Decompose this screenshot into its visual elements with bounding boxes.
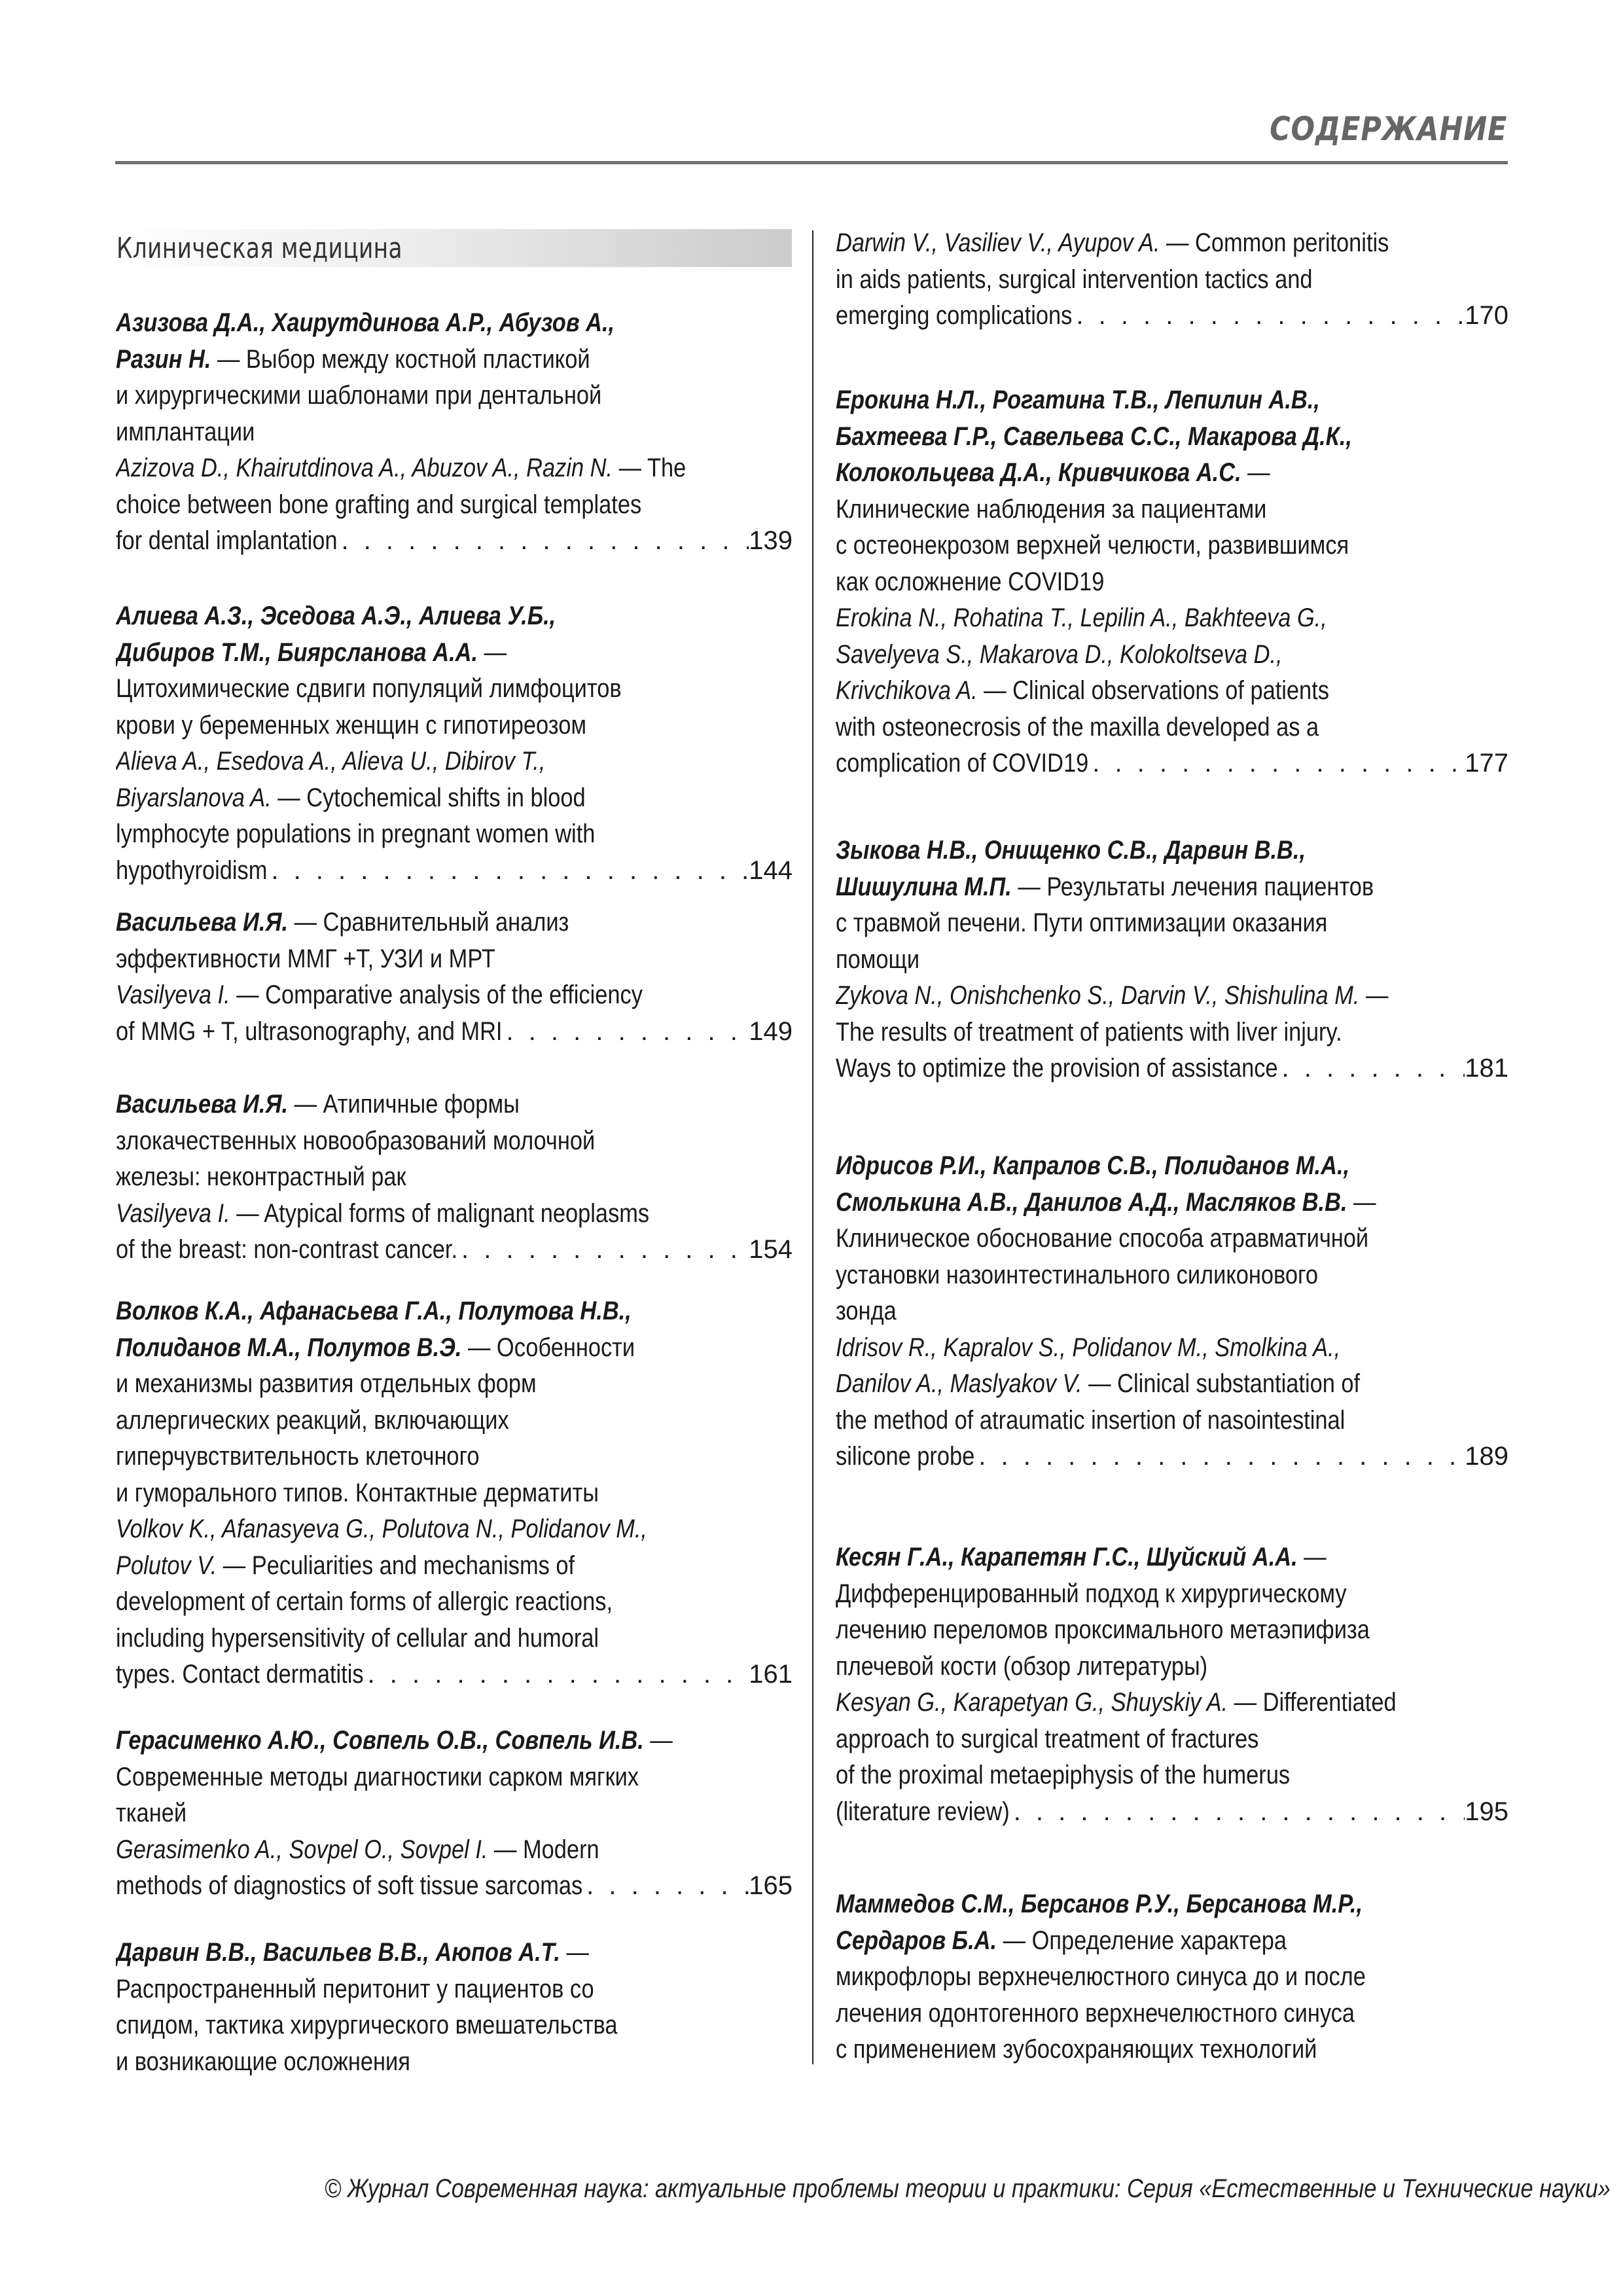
toc-entry-line	[116, 780, 793, 817]
entry-title-text: — Атипичные формы	[288, 1090, 520, 1119]
entry-title-text: — Clinical substantiation of	[1082, 1369, 1361, 1398]
toc-leader-line	[836, 298, 1508, 334]
toc-entry-line	[116, 1511, 793, 1548]
entry-title-text: как осложнение COVID19	[836, 567, 1105, 596]
entry-title-text: и возникающие осложнения	[116, 2047, 410, 2076]
authors-english: Savelyeva S., Makarova D., Kolokoltseva D.,	[836, 639, 1283, 669]
toc-entry[interactable]	[836, 1539, 1508, 1830]
toc-entry-line	[116, 1723, 793, 1759]
toc-entry-line	[116, 1366, 793, 1403]
authors-russian: Маммедов С.М., Берсанов Р.У., Берсанова М.Р.,	[836, 1890, 1363, 1918]
entry-title-text: и механизмы развития отдельных форм	[116, 1369, 537, 1398]
entry-title-text: Распространенный перитонит у пациентов со	[116, 1974, 594, 2003]
entry-title-text: тканей	[116, 1799, 187, 1827]
entry-title-text: —	[643, 1726, 673, 1755]
entry-title-text: — Comparative analysis of the efficiency	[230, 980, 643, 1009]
page-number[interactable]: 165	[749, 1871, 793, 1900]
entry-title-text: silicone probe	[836, 1442, 975, 1471]
entry-title-text: эффективности ММГ +Т, УЗИ и МРТ	[116, 944, 495, 973]
authors-russian: Кесян Г.А., Карапетян Г.С., Шуйский А.А.	[836, 1543, 1298, 1571]
page-number[interactable]: 195	[1465, 1797, 1508, 1826]
toc-entry-line	[116, 1584, 793, 1621]
authors-russian: Волков К.А., Афанасьева Г.А., Полутова Н.В.,	[116, 1297, 632, 1325]
authors-english: Zykova N., Onishchenko S., Darvin V., Shishulina M.	[836, 981, 1360, 1010]
toc-entry-line	[116, 1475, 793, 1512]
authors-english: Vasilyeva I.	[116, 980, 230, 1009]
toc-entry-line	[836, 1996, 1508, 2032]
authors-russian: Бахтеева Г.Р., Савельева С.С., Макарова Д.К.,	[836, 422, 1352, 451]
entry-title-text: — Определение характера	[997, 1926, 1287, 1955]
page-number[interactable]: 181	[1465, 1054, 1508, 1083]
authors-russian: Смолькина А.В., Данилов А.Д., Масляков В.В.	[836, 1187, 1347, 1217]
entry-title-text: микрофлоры верхнечелюстного синуса до и после	[836, 1962, 1366, 1991]
authors-english: Danilov A., Maslyakov V.	[836, 1369, 1082, 1398]
toc-entry-line	[116, 414, 793, 451]
page-number[interactable]: 139	[749, 526, 793, 555]
entry-title-text: including hypersensitivity of cellular and humoral	[116, 1623, 599, 1653]
toc-entry-line	[116, 1548, 793, 1585]
dot-leader	[502, 1014, 749, 1050]
toc-leader-line	[836, 745, 1508, 782]
page-number[interactable]: 170	[1465, 301, 1508, 330]
toc-entry-line	[116, 941, 793, 978]
entry-title-text: methods of diagnostics of soft tissue sarcomas	[116, 1871, 583, 1900]
dot-leader	[1072, 298, 1465, 334]
toc-entry-line	[116, 1196, 793, 1232]
entry-title-text: имплантации	[116, 417, 255, 446]
entry-title-text: —	[1347, 1187, 1376, 1217]
authors-english: Idrisov R., Kapralov S., Polidanov M., Smolkina A.,	[836, 1333, 1341, 1362]
entry-title-text: и гуморального типов. Контактные дерматиты	[116, 1478, 599, 1507]
toc-entry[interactable]	[116, 598, 793, 889]
section-title: Клиническая медицина	[116, 232, 402, 265]
entry-title-text: крови у беременных женщин с гипотиреозом	[116, 710, 586, 740]
entry-title-text: of the breast: non-contrast cancer.	[116, 1235, 458, 1264]
entry-title-text: —	[1297, 1543, 1327, 1571]
toc-entry-line	[116, 671, 793, 708]
entry-title-text: Клинические наблюдения за пациентами	[836, 494, 1267, 524]
toc-entry-line	[836, 455, 1508, 492]
toc-entry-line	[836, 1721, 1508, 1758]
toc-entry[interactable]	[116, 1935, 793, 2080]
authors-russian: Азизова Д.А., Хаирутдинова А.Р., Абузов А.,	[116, 308, 615, 337]
toc-entry-line	[836, 637, 1508, 673]
entry-title-text: Клиническое обоснование способа атравматичной	[836, 1224, 1369, 1253]
authors-russian: Васильева И.Я.	[116, 1090, 289, 1119]
toc-entry-line	[116, 635, 793, 672]
toc-entry-line	[836, 1612, 1508, 1649]
toc-entry-line	[116, 1759, 793, 1796]
entry-title-text: помощи	[836, 944, 920, 974]
toc-entry[interactable]	[836, 382, 1508, 782]
authors-english: Vasilyeva I.	[116, 1198, 230, 1228]
toc-entry[interactable]	[836, 1886, 1508, 2068]
toc-entry-line	[116, 708, 793, 744]
toc-entry-line	[116, 1123, 793, 1160]
toc-entry-line	[836, 564, 1508, 601]
toc-entry[interactable]	[836, 225, 1508, 334]
toc-entry-line	[836, 1685, 1508, 1721]
toc-entry-line	[836, 1959, 1508, 1996]
toc-entry-line	[116, 1159, 793, 1196]
entry-title-text: Дифференцированный подход к хирургическому	[836, 1579, 1347, 1608]
entry-title-text: с травмой печени. Пути оптимизации оказания	[836, 908, 1328, 937]
toc-entry[interactable]	[116, 1723, 793, 1905]
page-number[interactable]: 189	[1465, 1442, 1508, 1471]
entry-title-text: choice between bone grafting and surgical templates	[116, 490, 642, 519]
authors-russian: Дибиров Т.М., Биярсланова А.А.	[116, 637, 478, 667]
toc-entry-line	[836, 1293, 1508, 1330]
toc-leader-line	[836, 1050, 1508, 1087]
toc-entry-line	[116, 598, 793, 635]
authors-english: Polutov V.	[116, 1551, 217, 1580]
toc-entry-line	[116, 305, 793, 342]
entry-title-text: злокачественных новообразований молочной	[116, 1126, 596, 1155]
entry-title-text: lymphocyte populations in pregnant women with	[116, 819, 596, 848]
authors-russian: Полиданов М.А., Полутов В.Э.	[116, 1333, 462, 1362]
entry-title-text: зонда	[836, 1297, 897, 1325]
entry-title-text: — Common peritonitis	[1160, 228, 1389, 257]
page-number[interactable]: 154	[749, 1235, 793, 1264]
page-number[interactable]: 161	[749, 1660, 793, 1689]
authors-russian: Разин Н.	[116, 344, 211, 374]
entry-title-text: types. Contact dermatitis	[116, 1660, 364, 1689]
toc-entry-line	[116, 977, 793, 1014]
authors-russian: Шишулина М.П.	[836, 872, 1012, 901]
toc-entry-line	[116, 905, 793, 941]
authors-english: Kesyan G., Karapetyan G., Shuyskiy A.	[836, 1688, 1228, 1717]
authors-english: Krivchikova A.	[836, 676, 978, 705]
toc-entry[interactable]	[116, 1293, 793, 1693]
entry-title-text: of the proximal metaepiphysis of the humerus	[836, 1761, 1291, 1789]
dot-leader	[1088, 745, 1465, 782]
entry-title-text: the method of atraumatic insertion of nasointestinal	[836, 1405, 1346, 1435]
entry-title-text: in aids patients, surgical intervention tactics and	[836, 264, 1313, 294]
toc-entry-line	[836, 1366, 1508, 1403]
authors-english: Biyarslanova A.	[116, 783, 272, 812]
toc-entry-line	[836, 225, 1508, 262]
entry-title-text: complication of COVID19	[836, 749, 1089, 778]
toc-entry-line	[116, 744, 793, 780]
toc-entry-line	[836, 978, 1508, 1014]
toc-entry-line	[116, 1439, 793, 1475]
toc-entry[interactable]	[116, 305, 793, 560]
toc-entry-line	[836, 1886, 1508, 1923]
entry-title-text: установки назоинтестинального силиконового	[836, 1260, 1318, 1289]
toc-entry-line	[836, 905, 1508, 942]
toc-entry-line	[836, 869, 1508, 906]
toc-entry-line	[836, 1539, 1508, 1576]
toc-entry-line	[116, 1330, 793, 1367]
dot-leader	[1278, 1050, 1465, 1087]
toc-entry-line	[116, 450, 793, 487]
entry-title-text: плечевой кости (обзор литературы)	[836, 1651, 1208, 1681]
toc-leader-line	[116, 853, 793, 889]
dot-leader	[364, 1657, 749, 1693]
toc-leader-line	[116, 1657, 793, 1693]
authors-english: Azizova D., Khairutdinova A., Abuzov A., Razin N.	[116, 454, 613, 482]
toc-entry-line	[836, 709, 1508, 746]
toc-entry-line	[116, 816, 793, 853]
authors-russian: Колокольцева Д.А., Кривчикова А.С.	[836, 458, 1241, 487]
entry-title-text: с остеонекрозом верхней челюсти, развившимся	[836, 531, 1349, 560]
toc-entry-line	[836, 1221, 1508, 1257]
authors-english: Gerasimenko A., Sovpel O., Sovpel I.	[116, 1835, 488, 1864]
toc-entry[interactable]	[836, 833, 1508, 1087]
entry-title-text: approach to surgical treatment of fractures	[836, 1724, 1259, 1753]
dot-leader	[974, 1439, 1465, 1475]
entry-title-text: с применением зубосохраняющих технологий	[836, 2035, 1317, 2064]
toc-entry-line	[836, 942, 1508, 978]
toc-entry-line	[836, 1257, 1508, 1294]
toc-entry-line	[116, 2007, 793, 2044]
page-number[interactable]: 144	[749, 855, 793, 885]
entry-title-text: — Atypical forms of malignant neoplasms	[230, 1198, 650, 1228]
entry-title-text: спидом, тактика хирургического вмешательства	[116, 2011, 618, 2039]
dot-leader	[267, 853, 749, 889]
authors-english: Alieva A., Esedova A., Alieva U., Dibirov T.,	[116, 747, 546, 776]
entry-title-text: —	[1359, 981, 1389, 1010]
toc-entry-line	[116, 1293, 793, 1330]
entry-title-text: Ways to optimize the provision of assistance	[836, 1054, 1278, 1083]
toc-entry-line	[116, 1403, 793, 1439]
toc-entry-line	[836, 262, 1508, 298]
column-divider	[812, 230, 813, 2064]
entry-title-text: и хирургическими шаблонами при дентальной	[116, 381, 602, 410]
dot-leader	[337, 523, 749, 560]
entry-title-text: with osteonecrosis of the maxilla developed as a	[836, 712, 1319, 742]
entry-title-text: hypothyroidism	[116, 855, 268, 885]
toc-entry-line	[116, 2044, 793, 2081]
authors-russian: Ерокина Н.Л., Рогатина Т.В., Лепилин А.В.,	[836, 386, 1320, 414]
header-rule	[115, 161, 1508, 164]
dot-leader	[1010, 1794, 1465, 1831]
toc-entry-line	[116, 1621, 793, 1657]
toc-leader-line	[836, 1794, 1508, 1831]
footer-copyright	[115, 2174, 1611, 2204]
entry-title-text: лечения одонтогенного верхнечелюстного синуса	[836, 1998, 1355, 2028]
entry-title-text: — Особенности	[461, 1333, 635, 1362]
toc-entry-line	[836, 600, 1508, 637]
authors-russian: Зыкова Н.В., Онищенко С.В., Дарвин В.В.,	[836, 836, 1306, 865]
toc-entry-line	[836, 528, 1508, 564]
toc-entry-line	[116, 1935, 793, 1971]
entry-title-text: железы: неконтрастный рак	[116, 1162, 406, 1191]
running-title: СОДЕРЖАНИЕ	[1269, 110, 1507, 148]
toc-leader-line	[116, 1232, 793, 1268]
entry-title-text: — Modern	[488, 1835, 599, 1864]
toc-entry-line	[836, 1148, 1508, 1185]
toc-entry-line	[836, 1403, 1508, 1439]
toc-entry-line	[836, 492, 1508, 528]
dot-leader	[582, 1868, 749, 1905]
toc-entry-line	[836, 1014, 1508, 1051]
toc-entry-line	[836, 673, 1508, 709]
entry-title-text: — Cytochemical shifts in blood	[271, 783, 586, 812]
entry-title-text: emerging complications	[836, 301, 1073, 330]
toc-entry-line	[116, 1795, 793, 1832]
toc-entry-line	[836, 1923, 1508, 1960]
toc-entry-line	[836, 1330, 1508, 1367]
authors-russian: Васильева И.Я.	[116, 908, 289, 937]
entry-title-text: гиперчувствительность клеточного	[116, 1442, 480, 1471]
toc-entry-line	[836, 2032, 1508, 2068]
footer-text: © Журнал Современная наука: актуальные проблемы теории и практики: Серия «Естественные и Технические науки»	[324, 2174, 1611, 2203]
toc-entry-line	[836, 1185, 1508, 1221]
toc-leader-line	[116, 1868, 793, 1905]
authors-russian: Герасименко А.Ю., Совпель О.В., Совпель И.В.	[116, 1726, 644, 1755]
toc-entry-line	[836, 1649, 1508, 1685]
entry-title-text: — Выбор между костной пластикой	[211, 344, 590, 374]
entry-title-text: аллергических реакций, включающих	[116, 1405, 509, 1435]
entry-title-text: (literature review)	[836, 1797, 1010, 1826]
toc-entry[interactable]	[116, 905, 793, 1050]
toc-entry-line	[116, 378, 793, 414]
entry-title-text: — Результаты лечения пациентов	[1011, 872, 1374, 901]
entry-title-text: Современные методы диагностики сарком мягких	[116, 1762, 639, 1791]
toc-entry[interactable]	[836, 1148, 1508, 1475]
entry-title-text: development of certain forms of allergic reactions,	[116, 1587, 613, 1616]
page-number[interactable]: 149	[749, 1016, 793, 1046]
entry-title-text: for dental implantation	[116, 526, 338, 555]
authors-russian: Сердаров Б.А.	[836, 1926, 997, 1955]
authors-russian: Идрисов Р.И., Капралов С.В., Полиданов М.А.,	[836, 1151, 1350, 1180]
toc-leader-line	[116, 1014, 793, 1050]
authors-russian: Алиева А.З., Эседова А.Э., Алиева У.Б.,	[116, 601, 556, 630]
toc-entry-line	[836, 419, 1508, 456]
toc-entry-line	[836, 1576, 1508, 1613]
toc-leader-line	[836, 1439, 1508, 1475]
authors-russian: Дарвин В.В., Васильев В.В., Аюпов А.Т.	[116, 1938, 560, 1967]
toc-entry-line	[116, 1832, 793, 1869]
toc-entry-line	[836, 1757, 1508, 1794]
entry-title-text: — Сравнительный анализ	[288, 908, 569, 937]
entry-title-text: —	[1241, 458, 1270, 487]
authors-english: Darwin V., Vasiliev V., Ayupov A.	[836, 228, 1160, 257]
toc-leader-line	[116, 523, 793, 560]
authors-english: Volkov K., Afanasyeva G., Polutova N., Polidanov M.,	[116, 1515, 647, 1543]
entry-title-text: of MMG + T, ultrasonography, and MRI	[116, 1016, 503, 1046]
entry-title-text: The results of treatment of patients with liver injury.	[836, 1017, 1342, 1047]
entry-title-text: — The	[613, 454, 687, 482]
dot-leader	[457, 1232, 749, 1268]
entry-title-text: —	[478, 637, 507, 667]
entry-title-text: —	[560, 1938, 589, 1967]
entry-title-text: — Peculiarities and mechanisms of	[217, 1551, 575, 1580]
toc-entry-line	[116, 1971, 793, 2008]
authors-english: Erokina N., Rohatina T., Lepilin A., Bakhteeva G.,	[836, 603, 1327, 632]
page-number[interactable]: 177	[1465, 749, 1508, 778]
entry-title-text: — Differentiated	[1228, 1688, 1397, 1717]
section-heading-band	[115, 229, 792, 267]
entry-title-text: Цитохимические сдвиги популяций лимфоцитов	[116, 674, 622, 703]
toc-entry[interactable]	[116, 1086, 793, 1268]
entry-title-text: лечению переломов проксимального метаэпифиза	[836, 1615, 1370, 1644]
toc-entry-line	[116, 342, 793, 378]
toc-entry-line	[116, 487, 793, 524]
toc-entry-line	[836, 382, 1508, 419]
toc-entry-line	[836, 833, 1508, 869]
toc-entry-line	[116, 1086, 793, 1123]
entry-title-text: — Clinical observations of patients	[977, 676, 1329, 705]
